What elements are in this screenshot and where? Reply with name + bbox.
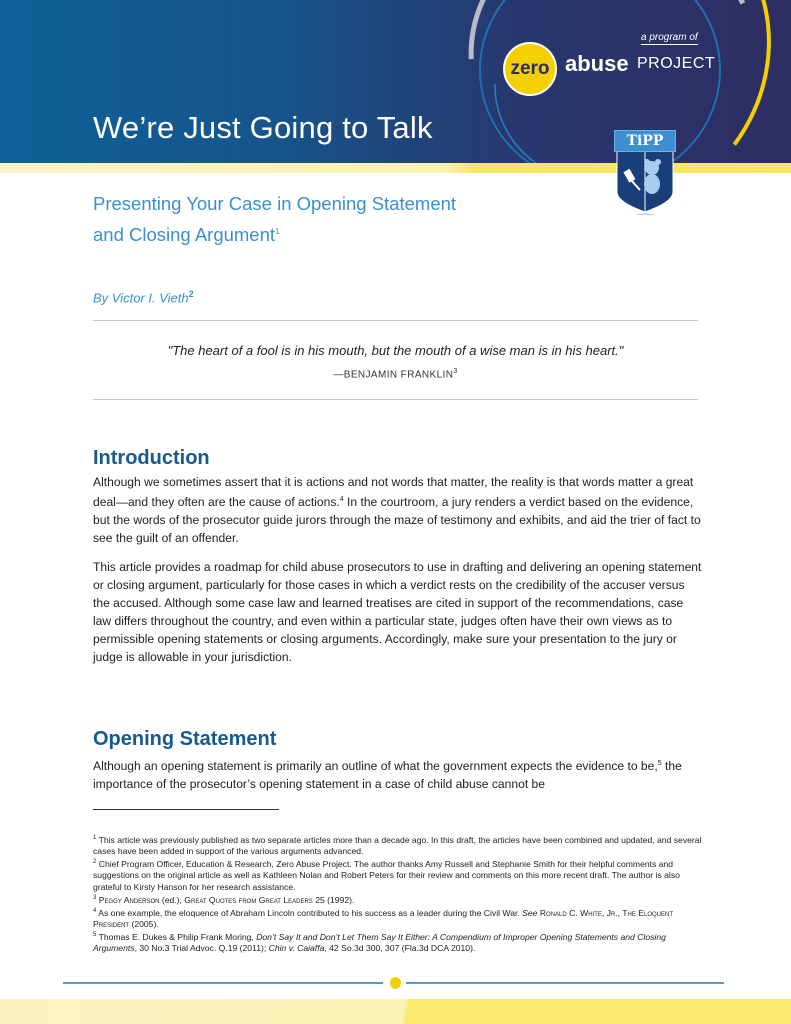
paragraph-text: Although we sometimes assert that it is actions and not words that matter, the reality is that words matter a great deal—and they often are the cause of actions. bbox=[93, 475, 694, 510]
footnote-text: Chief Program Officer, Education & Research, Zero Abuse Project. The author thanks Amy Russell and Stephanie Smith for their helpful comments and suggestions on the original article as well as Kathleen Nolan and Robert Peters for their review and comments on this more recent draft. The author is also grateful to Kirsty Hanson for her research assistance. bbox=[93, 859, 680, 892]
section-heading-introduction: Introduction bbox=[93, 447, 210, 469]
footnote-author: Peggy Anderson bbox=[98, 894, 160, 905]
attribution-text: —BENJAMIN FRANKLIN bbox=[333, 369, 454, 381]
tipp-badge bbox=[612, 130, 678, 215]
subtitle bbox=[93, 190, 573, 249]
epigraph-attribution bbox=[93, 368, 698, 380]
paragraph bbox=[93, 755, 703, 793]
footnote-2 bbox=[93, 857, 705, 892]
footnote-number: 5 bbox=[93, 932, 97, 939]
subtitle-line-1: Presenting Your Case in Opening Statement bbox=[93, 193, 457, 214]
footnote-authors: Thomas E. Dukes & Philip Frank Moring, bbox=[98, 931, 257, 942]
footnote-3 bbox=[93, 893, 705, 906]
footnote-1 bbox=[93, 833, 705, 857]
epigraph-quote: "The heart of a fool is in his mouth, but the mouth of a wise man is in his heart." bbox=[167, 343, 624, 358]
footnote-number: 4 bbox=[93, 907, 97, 914]
footnote-ref[interactable]: 2 bbox=[188, 289, 194, 299]
logo-abuse-text: abuse bbox=[565, 51, 629, 76]
paragraph-text: the importance of the prosecutor’s opening statement in a case of child abuse cannot be bbox=[93, 759, 682, 792]
footnote-text: As one example, the eloquence of Abraham Lincoln contributed to his success as a leader during the Civil War. bbox=[98, 907, 523, 918]
footnote-separator bbox=[93, 809, 279, 810]
logo-zero-text: zero bbox=[510, 58, 550, 79]
document-title: We’re Just Going to Talk bbox=[93, 110, 433, 145]
footnote-text: , 30 No.3 Trial Advoc. Q.19 (2011); bbox=[134, 943, 269, 954]
footnote-number: 2 bbox=[93, 859, 97, 866]
paragraph-text: In the courtroom, a jury renders a verdict based on the evidence, but the words of the prosecutor guide jurors through the maze of testimony and exhibits, and aid the trier of fact to see the guilt of an offender. bbox=[93, 495, 701, 546]
footnote-signal: See bbox=[522, 907, 538, 918]
footnote-case: Chin v. Caiaffa bbox=[268, 943, 325, 954]
footnote-number: 3 bbox=[93, 894, 97, 901]
zero-abuse-logo-circle bbox=[503, 42, 557, 96]
footnote-ref[interactable]: 1 bbox=[275, 227, 280, 236]
footnote-title: Great Quotes from Great Leaders bbox=[184, 894, 313, 905]
footer-line-right bbox=[406, 982, 724, 984]
footer-dot-icon bbox=[390, 977, 401, 989]
footer-yellow-band bbox=[0, 999, 791, 1024]
footnotes bbox=[93, 833, 705, 954]
subtitle-line-2: and Closing Argument bbox=[93, 224, 276, 246]
logo-tagline: a program of bbox=[641, 32, 698, 43]
logo-project-text: PROJECT bbox=[637, 55, 716, 72]
footnote-text: , 42 So.3d 300, 307 (Fla.3d DCA 2010). bbox=[324, 943, 476, 954]
footnote-ref[interactable]: 5 bbox=[657, 760, 662, 767]
paragraph bbox=[93, 473, 703, 547]
badge-label: TiPP bbox=[614, 130, 676, 152]
footnote-text: (ed.), bbox=[159, 894, 185, 905]
footnote-text: This article was previously published as two separate articles more than a decade ago. In this draft, the articles have been combined and updated, and several cases have been added in support of the various arguments advanced. bbox=[93, 834, 702, 857]
section-heading-opening-statement: Opening Statement bbox=[93, 728, 277, 750]
footnote-text: 25 (1992). bbox=[312, 894, 355, 905]
paragraph: This article provides a roadmap for child abuse prosecutors to use in drafting and delivering an opening statement or closing argument, particularly for those cases in which a verdict rests on the credibility of the accuser versus the accused. Although some case law and learned treatises are cited in support of the recommendations, case law differs throughout the country, and even within a particular state, judges often have their own views as to permissible opening statements or closing arguments. Accordingly, make sure your presentation to the jury or judge is allowable in your jurisdiction. bbox=[93, 560, 702, 664]
author-name: By Victor I. Vieth bbox=[93, 290, 189, 306]
divider bbox=[93, 320, 698, 321]
footnote-text: (2005). bbox=[129, 918, 159, 929]
byline bbox=[93, 289, 194, 305]
footer-line-left bbox=[63, 982, 383, 984]
footnote-title: Don’t Say It and Don’t Let Them Say It Either: A Compendium of Improper Opening Statements and Closing Arguments bbox=[93, 931, 666, 954]
paragraph-text: Although an opening statement is primarily an outline of what the government expects the evidence to be, bbox=[93, 759, 658, 774]
footnote-4 bbox=[93, 906, 705, 930]
footnote-ref[interactable]: 4 bbox=[339, 496, 344, 503]
divider bbox=[93, 399, 698, 400]
footnote-citation: Ronald C. White, Jr., The Eloquent President bbox=[93, 907, 673, 929]
footnote-5 bbox=[93, 930, 705, 954]
footnote-ref[interactable]: 3 bbox=[453, 368, 458, 375]
footnote-number: 1 bbox=[93, 835, 97, 841]
